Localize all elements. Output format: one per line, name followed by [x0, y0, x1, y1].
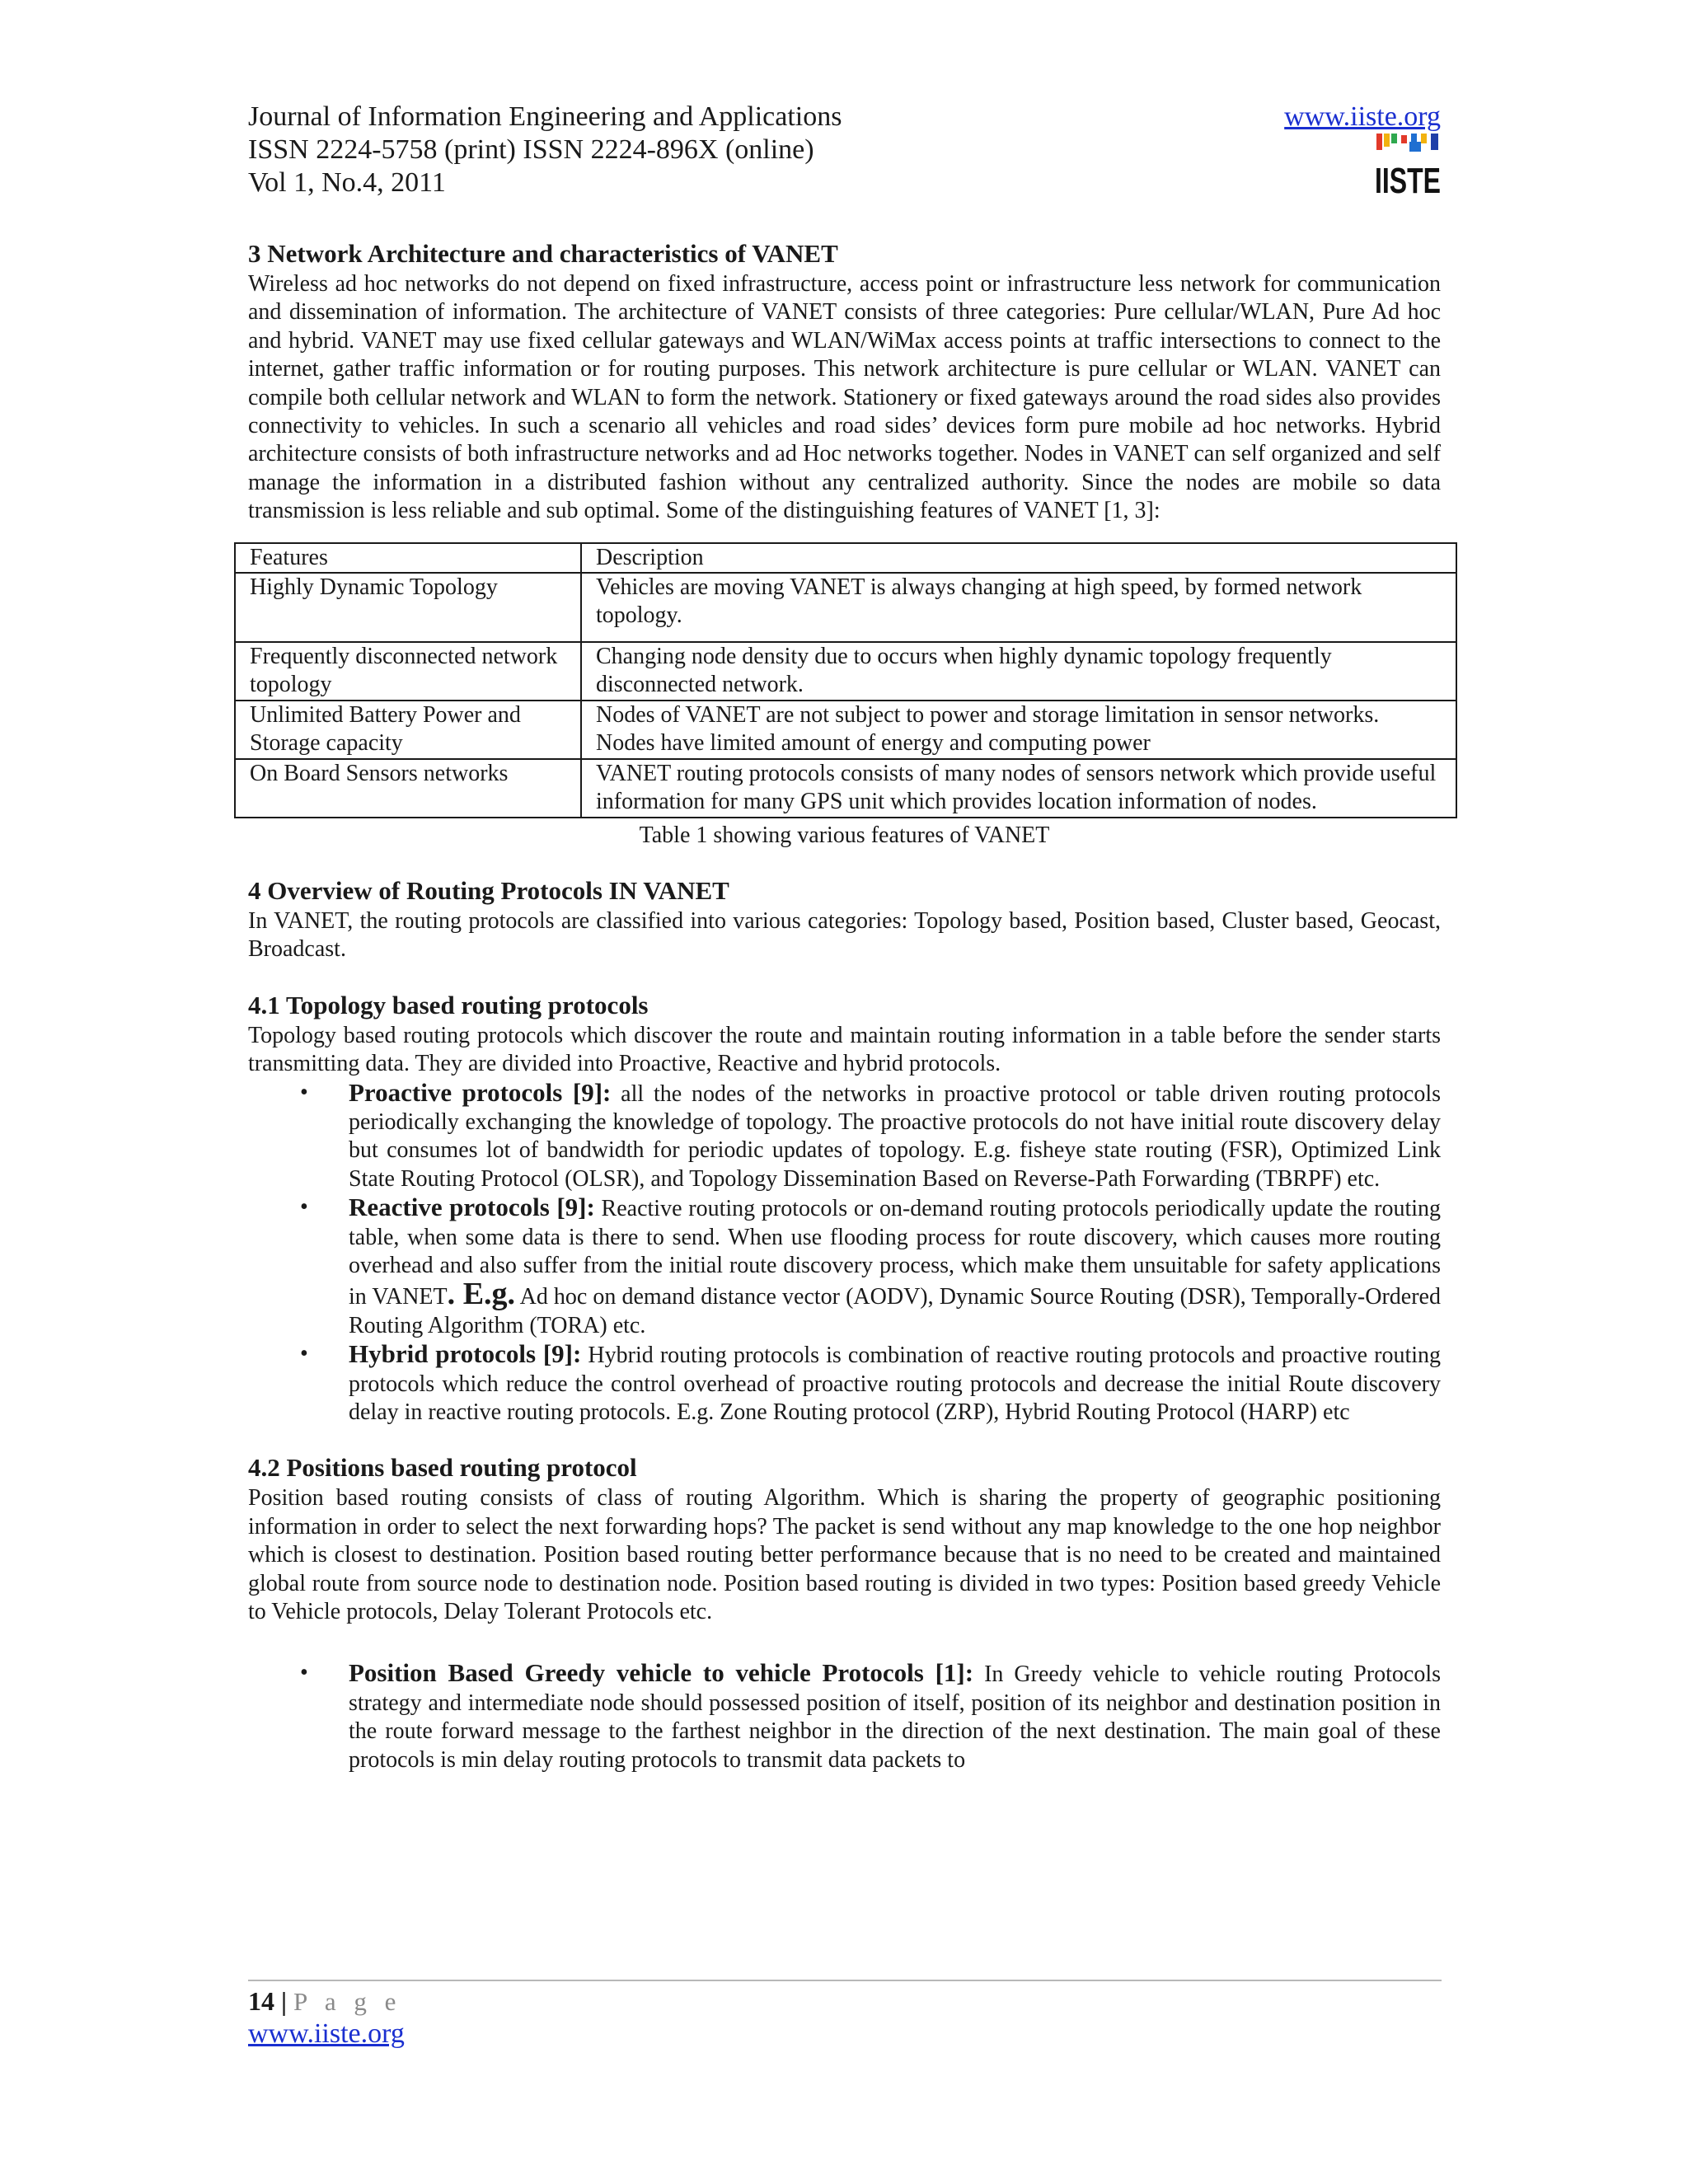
table-cell-description: Changing node density due to occurs when highly dynamic topology frequently disconnected network. — [581, 642, 1456, 701]
list-item-eg: . E.g. — [447, 1277, 516, 1312]
bullet-icon: • — [300, 1660, 308, 1686]
section-4-body: In VANET, the routing protocols are classified into various categories: Topology based, Position based, Cluster based, Geocast, Broadcast. — [248, 907, 1441, 963]
main-content — [248, 237, 1441, 1774]
journal-issn: ISSN 2224-5758 (print) ISSN 2224-896X (online) — [248, 134, 814, 165]
list-item-lead: Proactive protocols [9]: — [349, 1077, 612, 1107]
page-separator: | — [281, 1986, 288, 2016]
table-row — [235, 642, 1456, 701]
table-header-row — [235, 543, 1456, 573]
table-row — [235, 701, 1456, 759]
list-item-text: In Greedy vehicle to vehicle routing Protocols strategy and intermediate node should possessed position of itself, position of its neighbor and destination position in the route forward message to the farthest neighbor in the direction of the next destination. The main goal of these protocols is min delay routing protocols to transmit data packets to — [349, 1661, 1441, 1773]
table-row — [235, 573, 1456, 642]
list-item-text: all the nodes of the networks in proactive protocol or table driven routing protocols periodically exchanging the knowledge of topology. The proactive protocols do not have initial route discovery delay but consumes lot of bandwidth for periodic updates of topology. E.g. fisheye state routing (FSR), Optimized Link State Routing Protocol (OLSR), and Topology Dissemination Based on Reverse-Path Forwarding (TBRPF) etc. — [349, 1080, 1441, 1192]
list-item-text: Hybrid routing protocols is combination of reactive routing protocols and proactive routing protocols which reduce the control overhead of proactive routing protocols and decrease the initial Route discovery delay in reactive routing protocols. E.g. Zone Routing protocol (ZRP), Hybrid Routing Protocol (HARP) etc — [349, 1343, 1441, 1425]
list-item-lead: Position Based Greedy vehicle to vehicle Protocols [1]: — [349, 1658, 974, 1688]
table-cell-feature: Frequently disconnected network topology — [235, 642, 581, 701]
table-caption: Table 1 showing various features of VANET — [639, 822, 1050, 848]
section-3-body: Wireless ad hoc networks do not depend on fixed infrastructure, access point or infrastructure less network for communication and dissemination of information. The architecture of VANET consists of three categories: Pure cellular/WLAN, Pure Ad hoc and hybrid. VANET may use fixed cellular gateways and WLAN/WiMax access points at traffic intersections to connect to the internet, gather traffic information or for routing purposes. This network architecture is pure cellular or WLAN. VANET can compile both cellular network and WLAN to form the network. Stationery or fixed gateways around the road sides also provides connectivity to vehicles. In such a scenario all vehicles and road sides’ devices form pure mobile ad hoc networks. Hybrid architecture consists of both infrastructure networks and ad Hoc networks together. Nodes in VANET can self organized and self manage the information in a distributed fashion without any centralized authority. Since the nodes are mobile so data transmission is less reliable and sub optimal. Some of the distinguishing features of VANET [1, 3]: — [248, 271, 1441, 524]
list-item-lead: Reactive protocols [9]: — [349, 1193, 595, 1222]
table-cell-description: Vehicles are moving VANET is always changing at high speed, by formed network topology. — [581, 573, 1456, 642]
list-item-text-continued: Ad hoc on demand distance vector (AODV), Dynamic Source Routing (DSR), Temporally-Ordered Routing Algorithm (TORA) etc. — [349, 1284, 1441, 1338]
list-item — [248, 1079, 1441, 1194]
iiste-logo-icon — [1375, 132, 1441, 199]
table-cell-description: Nodes of VANET are not subject to power and storage limitation in sensor networks. Nodes have limited amount of energy and computing power — [581, 701, 1456, 759]
page-word: P a g e — [293, 1987, 402, 2016]
list-item — [248, 1193, 1441, 1340]
list-item — [248, 1659, 1441, 1774]
journal-title: Journal of Information Engineering and Applications — [248, 101, 842, 132]
section-4-1-heading: 4.1 Topology based routing protocols — [248, 990, 649, 1019]
section-3-heading: 3 Network Architecture and characteristics of VANET — [248, 239, 838, 268]
table-cell-feature: Highly Dynamic Topology — [235, 573, 581, 642]
table-row — [235, 759, 1456, 818]
list-item-text: Reactive routing protocols or on-demand routing protocols periodically update the routing table, when some data is there to send. When use flooding process for route discovery, which causes more routing overhead and also suffer from the initial route discovery process, which make them unsuitable for safety applications in VANET — [349, 1196, 1441, 1310]
table-cell-description: VANET routing protocols consists of many nodes of sensors network which provide useful information for many GPS unit which provides location information of nodes. — [581, 759, 1456, 818]
bullet-icon: • — [300, 1194, 308, 1221]
table-header-description: Description — [581, 543, 1456, 573]
bullet-icon: • — [300, 1079, 308, 1105]
list-item-lead: Hybrid protocols [9]: — [349, 1339, 582, 1369]
bullet-icon: • — [300, 1341, 308, 1367]
page-number-line — [248, 1985, 401, 2018]
logo-text: IISTE — [1375, 161, 1441, 201]
header-website-link[interactable]: www.iiste.org — [1284, 101, 1441, 132]
table-cell-feature: Unlimited Battery Power and Storage capacity — [235, 701, 581, 759]
table-header-features: Features — [235, 543, 581, 573]
section-4-heading: 4 Overview of Routing Protocols IN VANET — [248, 875, 729, 905]
features-table — [234, 542, 1457, 818]
list-item — [248, 1340, 1441, 1427]
table-cell-feature: On Board Sensors networks — [235, 759, 581, 818]
position-protocols-list — [248, 1659, 1441, 1774]
section-4-2-heading: 4.2 Positions based routing protocol — [248, 1453, 637, 1483]
topology-protocols-list — [248, 1079, 1441, 1427]
footer-divider — [248, 1980, 1442, 1981]
section-4-2-body: Position based routing consists of class of routing Algorithm. Which is sharing the property of geographic positioning information in order to select the next forwarding hops? The packet is send without any map knowledge to the one hop neighbor which is closest to destination. Position based routing better performance because that is no need to be created and maintained global route from source node to destination node. Position based routing is divided in two types: Position based greedy Vehicle to Vehicle protocols, Delay Tolerant Protocols etc. — [248, 1485, 1441, 1625]
footer-website-link[interactable]: www.iiste.org — [248, 2018, 405, 2049]
page-number: 14 — [248, 1986, 274, 2016]
section-4-1-body: Topology based routing protocols which discover the route and maintain routing information in a table before the sender starts transmitting data. They are divided into Proactive, Reactive and hybrid protocols. — [248, 1022, 1441, 1077]
journal-volume: Vol 1, No.4, 2011 — [248, 167, 446, 198]
